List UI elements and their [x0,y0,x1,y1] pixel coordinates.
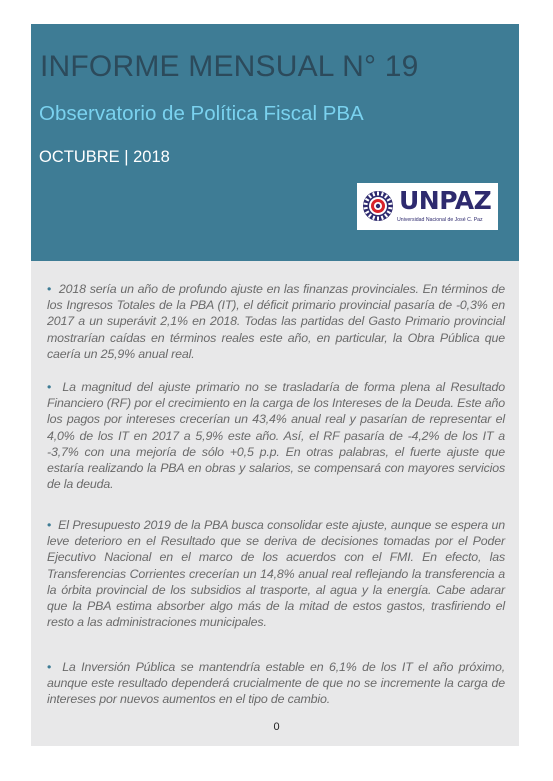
paragraph-text: 2018 sería un año de profundo ajuste en las finanzas provinciales. En términos de los Ingresos Totales de la PBA (IT), el déficit primario provincial pasaría de -0,3% en 2017 a un superávit 2,1% en 2018. Todas las partidas del Gasto Primario provincial mostrarían caídas en términos reales este año, en particular, la Obra Pública que caería un 25,9% anual real. [47,282,505,361]
summary-paragraph-4 [47,659,505,708]
summary-paragraph-1 [47,281,505,362]
unpaz-logo [357,183,498,230]
bullet-marker: • [47,380,52,394]
paragraph-text: El Presupuesto 2019 de la PBA busca consolidar este ajuste, aunque se espera un leve deterioro en el Resultado que se deriva de decisiones tomadas por el Poder Ejecutivo Nacional en el marco de los acuerdos con el FMI. En efecto, las Transferencias Corrientes crecerían un 14,8% anual real reflejando la transferencia a la órbita provincial de los subsidios al trasporte, al agua y la energía. Cabe adarar que la PBA estima absorber algo más de la mitad de estos gastos, trasfiriendo el resto a las administraciones municipales. [47,518,505,630]
summary-panel [31,261,519,746]
report-title: INFORME MENSUAL N° 19 [40,50,419,83]
gear-seal-icon [361,188,395,224]
paragraph-text: La Inversión Pública se mantendría estable en 6,1% de los IT el año próximo, aunque este resultado dependerá crucialmente de que no se incremente la carga de intereses por nuevos aumentos en el tipo de cambio. [47,660,505,707]
paragraph-text: La magnitud del ajuste primario no se trasladaría de forma plena al Resultado Financiero (RF) por el crecimiento en la carga de los Intereses de la Deuda. Este año los pagos por intereses crecerían un 43,4% anual real y pasarían de representar el 4,0% de los IT en 2017 a 5,9% este año. Así, el RF pasaría de -4,2% de los IT a -3,7% con una mejoría de sólo +0,5 p.p. En otras palabras, el fuerte ajuste que estaría realizando la PBA en obras y salarios, se compensará con mayores servicios de la deuda. [47,380,505,492]
report-date: OCTUBRE | 2018 [39,148,170,166]
report-header [31,24,519,261]
bullet-marker: • [47,660,52,674]
page-number: 0 [273,721,280,733]
bullet-marker: • [47,282,52,296]
logo-tagline: Universidad Nacional de José C. Paz [397,217,483,223]
summary-paragraph-3 [47,517,505,630]
logo-wordmark: UNPAZ [399,186,492,215]
report-subtitle: Observatorio de Política Fiscal PBA [39,102,364,125]
bullet-marker: • [47,518,52,532]
summary-paragraph-2 [47,379,505,492]
